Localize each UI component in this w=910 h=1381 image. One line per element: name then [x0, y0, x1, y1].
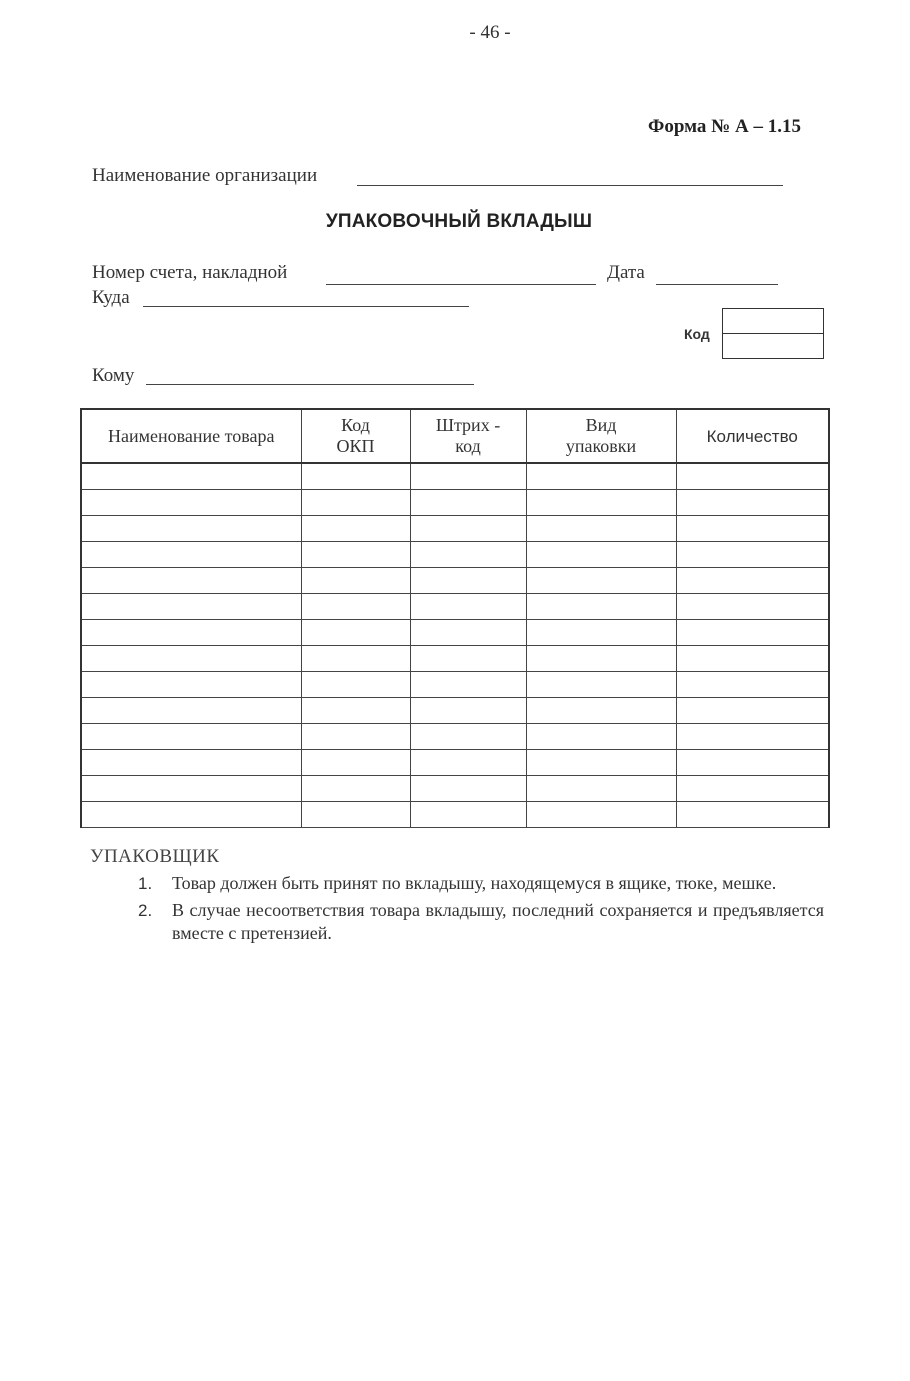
note-item [138, 899, 824, 945]
where-field[interactable] [143, 306, 469, 307]
table-cell[interactable] [81, 594, 301, 620]
table-cell[interactable] [81, 750, 301, 776]
table-cell[interactable] [301, 594, 410, 620]
table-cell[interactable] [410, 620, 526, 646]
table-cell[interactable] [676, 672, 829, 698]
table-cell[interactable] [410, 698, 526, 724]
whom-field[interactable] [146, 384, 474, 385]
table-cell[interactable] [526, 646, 676, 672]
table-cell[interactable] [410, 463, 526, 490]
table-cell[interactable] [81, 542, 301, 568]
table-cell[interactable] [81, 724, 301, 750]
table-row [81, 463, 829, 490]
date-field[interactable] [656, 284, 778, 285]
table-row [81, 542, 829, 568]
table-cell[interactable] [410, 750, 526, 776]
table-cell[interactable] [301, 646, 410, 672]
table-cell[interactable] [676, 463, 829, 490]
table-cell[interactable] [301, 672, 410, 698]
table-cell[interactable] [81, 646, 301, 672]
note-text: Товар должен быть принят по вкладышу, находящемуся в ящике, тюке, мешке. [172, 873, 777, 893]
table-cell[interactable] [526, 698, 676, 724]
table-row [81, 750, 829, 776]
header-barcode-line1: Штрих - [435, 415, 501, 435]
table-cell[interactable] [410, 802, 526, 828]
table-cell[interactable] [410, 776, 526, 802]
table-cell[interactable] [676, 620, 829, 646]
table-cell[interactable] [526, 463, 676, 490]
table-cell[interactable] [410, 594, 526, 620]
header-barcode [410, 409, 526, 463]
organization-field[interactable] [357, 185, 783, 186]
table-cell[interactable] [301, 724, 410, 750]
table-cell[interactable] [676, 646, 829, 672]
table-cell[interactable] [676, 776, 829, 802]
table-cell[interactable] [81, 568, 301, 594]
table-cell[interactable] [410, 724, 526, 750]
invoice-label: Номер счета, накладной [92, 262, 288, 283]
table-cell[interactable] [301, 568, 410, 594]
page-number: - 46 - [469, 22, 511, 43]
table-cell[interactable] [526, 750, 676, 776]
date-label: Дата [607, 262, 645, 283]
table-cell[interactable] [410, 672, 526, 698]
table-cell[interactable] [676, 594, 829, 620]
table-cell[interactable] [301, 750, 410, 776]
code-label: Код [684, 326, 710, 342]
table-cell[interactable] [676, 516, 829, 542]
note-number: 1. [138, 874, 153, 893]
table-cell[interactable] [526, 490, 676, 516]
table-cell[interactable] [81, 776, 301, 802]
table-body [81, 463, 829, 828]
table-row [81, 802, 829, 828]
table-cell[interactable] [526, 776, 676, 802]
table-cell[interactable] [526, 620, 676, 646]
table-cell[interactable] [526, 672, 676, 698]
table-row [81, 698, 829, 724]
table-cell[interactable] [81, 698, 301, 724]
code-box[interactable] [722, 308, 824, 359]
table-row [81, 646, 829, 672]
table-row [81, 568, 829, 594]
table-cell[interactable] [526, 516, 676, 542]
goods-table [80, 408, 830, 828]
table-cell[interactable] [676, 490, 829, 516]
organization-label: Наименование организации [92, 165, 318, 186]
table-row [81, 620, 829, 646]
table-row [81, 672, 829, 698]
table-cell[interactable] [676, 698, 829, 724]
note-text: В случае несоответствия товара вкладышу, последний сохраняется и предъявляется вместе с претензией. [172, 900, 824, 943]
note-number: 2. [138, 901, 153, 920]
code-box-divider [723, 333, 823, 334]
table-cell[interactable] [81, 516, 301, 542]
table-cell[interactable] [301, 542, 410, 568]
table-cell[interactable] [410, 646, 526, 672]
header-barcode-line2: код [455, 436, 481, 456]
table-cell[interactable] [301, 490, 410, 516]
table-row [81, 776, 829, 802]
table-cell[interactable] [676, 568, 829, 594]
table-cell[interactable] [81, 672, 301, 698]
table-cell[interactable] [410, 542, 526, 568]
table-cell[interactable] [410, 490, 526, 516]
table-row [81, 490, 829, 516]
table-row [81, 594, 829, 620]
header-okp-line2: ОКП [336, 436, 375, 456]
table-cell[interactable] [301, 776, 410, 802]
table-cell[interactable] [301, 698, 410, 724]
table-cell[interactable] [81, 490, 301, 516]
table-cell[interactable] [81, 802, 301, 828]
header-package-type [526, 409, 676, 463]
table-cell[interactable] [526, 594, 676, 620]
table-cell[interactable] [676, 802, 829, 828]
table-cell[interactable] [81, 463, 301, 490]
header-pack-line2: упаковки [565, 436, 637, 456]
table-header-row [81, 409, 829, 463]
note-item [138, 872, 824, 895]
table-cell[interactable] [526, 724, 676, 750]
where-label: Куда [92, 287, 130, 308]
table-cell[interactable] [676, 724, 829, 750]
whom-label: Кому [92, 365, 135, 386]
table-row [81, 724, 829, 750]
table-cell[interactable] [301, 802, 410, 828]
table-row [81, 516, 829, 542]
header-product-name: Наименование товара [81, 409, 301, 463]
table-cell[interactable] [410, 568, 526, 594]
header-okp-code [301, 409, 410, 463]
invoice-field[interactable] [326, 284, 596, 285]
notes-list [138, 872, 824, 949]
header-pack-line1: Вид [585, 415, 617, 435]
header-quantity: Количество [676, 409, 829, 463]
table-cell[interactable] [301, 516, 410, 542]
table-cell[interactable] [301, 463, 410, 490]
form-number: Форма № А – 1.15 [648, 116, 801, 137]
document-title: УПАКОВОЧНЫЙ ВКЛАДЫШ [325, 211, 593, 232]
table-cell[interactable] [410, 516, 526, 542]
table-cell[interactable] [676, 750, 829, 776]
table-cell[interactable] [81, 620, 301, 646]
header-okp-line1: Код [341, 415, 370, 435]
table-cell[interactable] [301, 620, 410, 646]
table-cell[interactable] [526, 568, 676, 594]
table-cell[interactable] [526, 542, 676, 568]
table-cell[interactable] [526, 802, 676, 828]
table-cell[interactable] [676, 542, 829, 568]
packer-heading: УПАКОВЩИК [90, 846, 220, 867]
